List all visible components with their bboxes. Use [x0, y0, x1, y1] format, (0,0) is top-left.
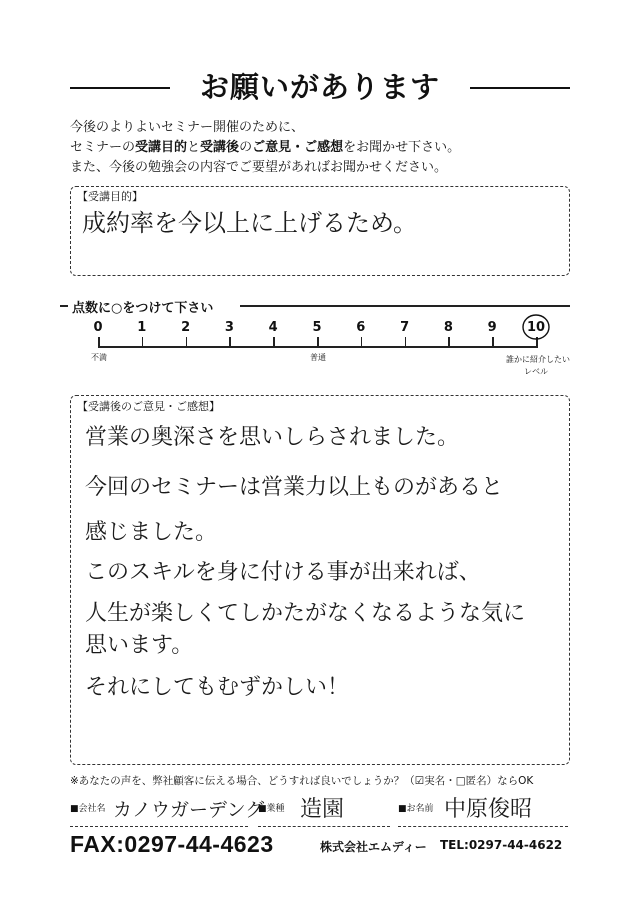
scale-tick-label[interactable]: 9: [487, 320, 497, 335]
industry-value: 造園: [300, 797, 345, 822]
selected-score-circle: [520, 312, 552, 342]
industry-label: ■業種: [258, 804, 285, 814]
intro-text: の: [239, 140, 253, 155]
company-value: カノウガーデング: [113, 799, 265, 821]
scale-baseline: [98, 346, 538, 348]
name-value: 中原俊昭: [444, 797, 533, 822]
intro-text: と: [187, 140, 201, 155]
feedback-label: 【受講後のご意見・ご感想】: [77, 400, 220, 413]
intro-line-2: [70, 138, 460, 158]
scale-tick-label[interactable]: 10: [526, 320, 546, 335]
scale-label-high-1: 誰かに紹介したい: [506, 355, 570, 364]
scale-tick-label[interactable]: 5: [312, 320, 322, 335]
scale-rule-right: [240, 305, 570, 307]
intro-emphasis: ご意見・ご感想: [252, 140, 344, 155]
scale-tick-label[interactable]: 3: [224, 320, 234, 335]
name-field-line: [398, 826, 568, 828]
intro-text: セミナーの: [70, 140, 136, 155]
title-rule-left: [70, 87, 170, 89]
feedback-line: それにしてもむずかしい！: [85, 675, 350, 700]
scale-rule-left: [60, 305, 68, 307]
scale-heading: 点数に○をつけて下さい: [72, 301, 214, 316]
scale-tick-label[interactable]: 1: [137, 320, 147, 335]
purpose-label: 【受講目的】: [77, 190, 143, 203]
scale-label-mid: 普通: [310, 353, 326, 362]
intro-emphasis: 受講目的: [135, 140, 188, 155]
intro-emphasis: 受講後: [200, 140, 240, 155]
industry-field-line: [258, 826, 390, 828]
feedback-line: このスキルを身に付ける事が出来れば、: [85, 560, 481, 585]
feedback-line: 感じました。: [85, 520, 218, 545]
intro-line-1: 今後のよりよいセミナー開催のために、: [70, 120, 305, 135]
scale-tick-label[interactable]: 8: [443, 320, 453, 335]
scale-tick-label[interactable]: 0: [93, 320, 103, 335]
feedback-line: 思います。: [85, 633, 194, 658]
tel-number: TEL:0297-44-4622: [440, 838, 563, 852]
scale-tick-label[interactable]: 7: [400, 320, 410, 335]
scale-label-low: 不満: [91, 353, 107, 362]
title-rule-right: [470, 87, 570, 89]
intro-text: をお聞かせ下さい。: [343, 140, 461, 155]
feedback-line: 今回のセミナーは営業力以上ものがあると: [85, 475, 504, 500]
consent-note: ※あなたの声を、弊社顧客に伝える場合、どうすれば良いでしょうか？（☑実名・□匿名）ならOK: [70, 775, 534, 787]
purpose-answer: 成約率を今以上に上げるため。: [82, 209, 418, 237]
company-label: ■会社名: [70, 804, 106, 814]
scale-tick-label[interactable]: 6: [356, 320, 366, 335]
company-name: 株式会社エムディー: [320, 840, 427, 854]
feedback-line: 営業の奥深さを思いしらされました。: [85, 425, 460, 450]
scale-tick-label[interactable]: 4: [268, 320, 278, 335]
intro-line-3: また、今後の勉強会の内容でご要望があればお聞かせください。: [70, 160, 448, 175]
page-title: お願いがあります: [199, 70, 440, 104]
fax-number: FAX:0297-44-4623: [70, 831, 274, 857]
feedback-line: 人生が楽しくてしかたがなくなるような気に: [85, 601, 526, 626]
scale-tick-label[interactable]: 2: [181, 320, 191, 335]
scale-label-high-2: レベル: [524, 367, 548, 376]
name-label: ■お名前: [398, 804, 434, 814]
company-field-line: [70, 826, 248, 828]
